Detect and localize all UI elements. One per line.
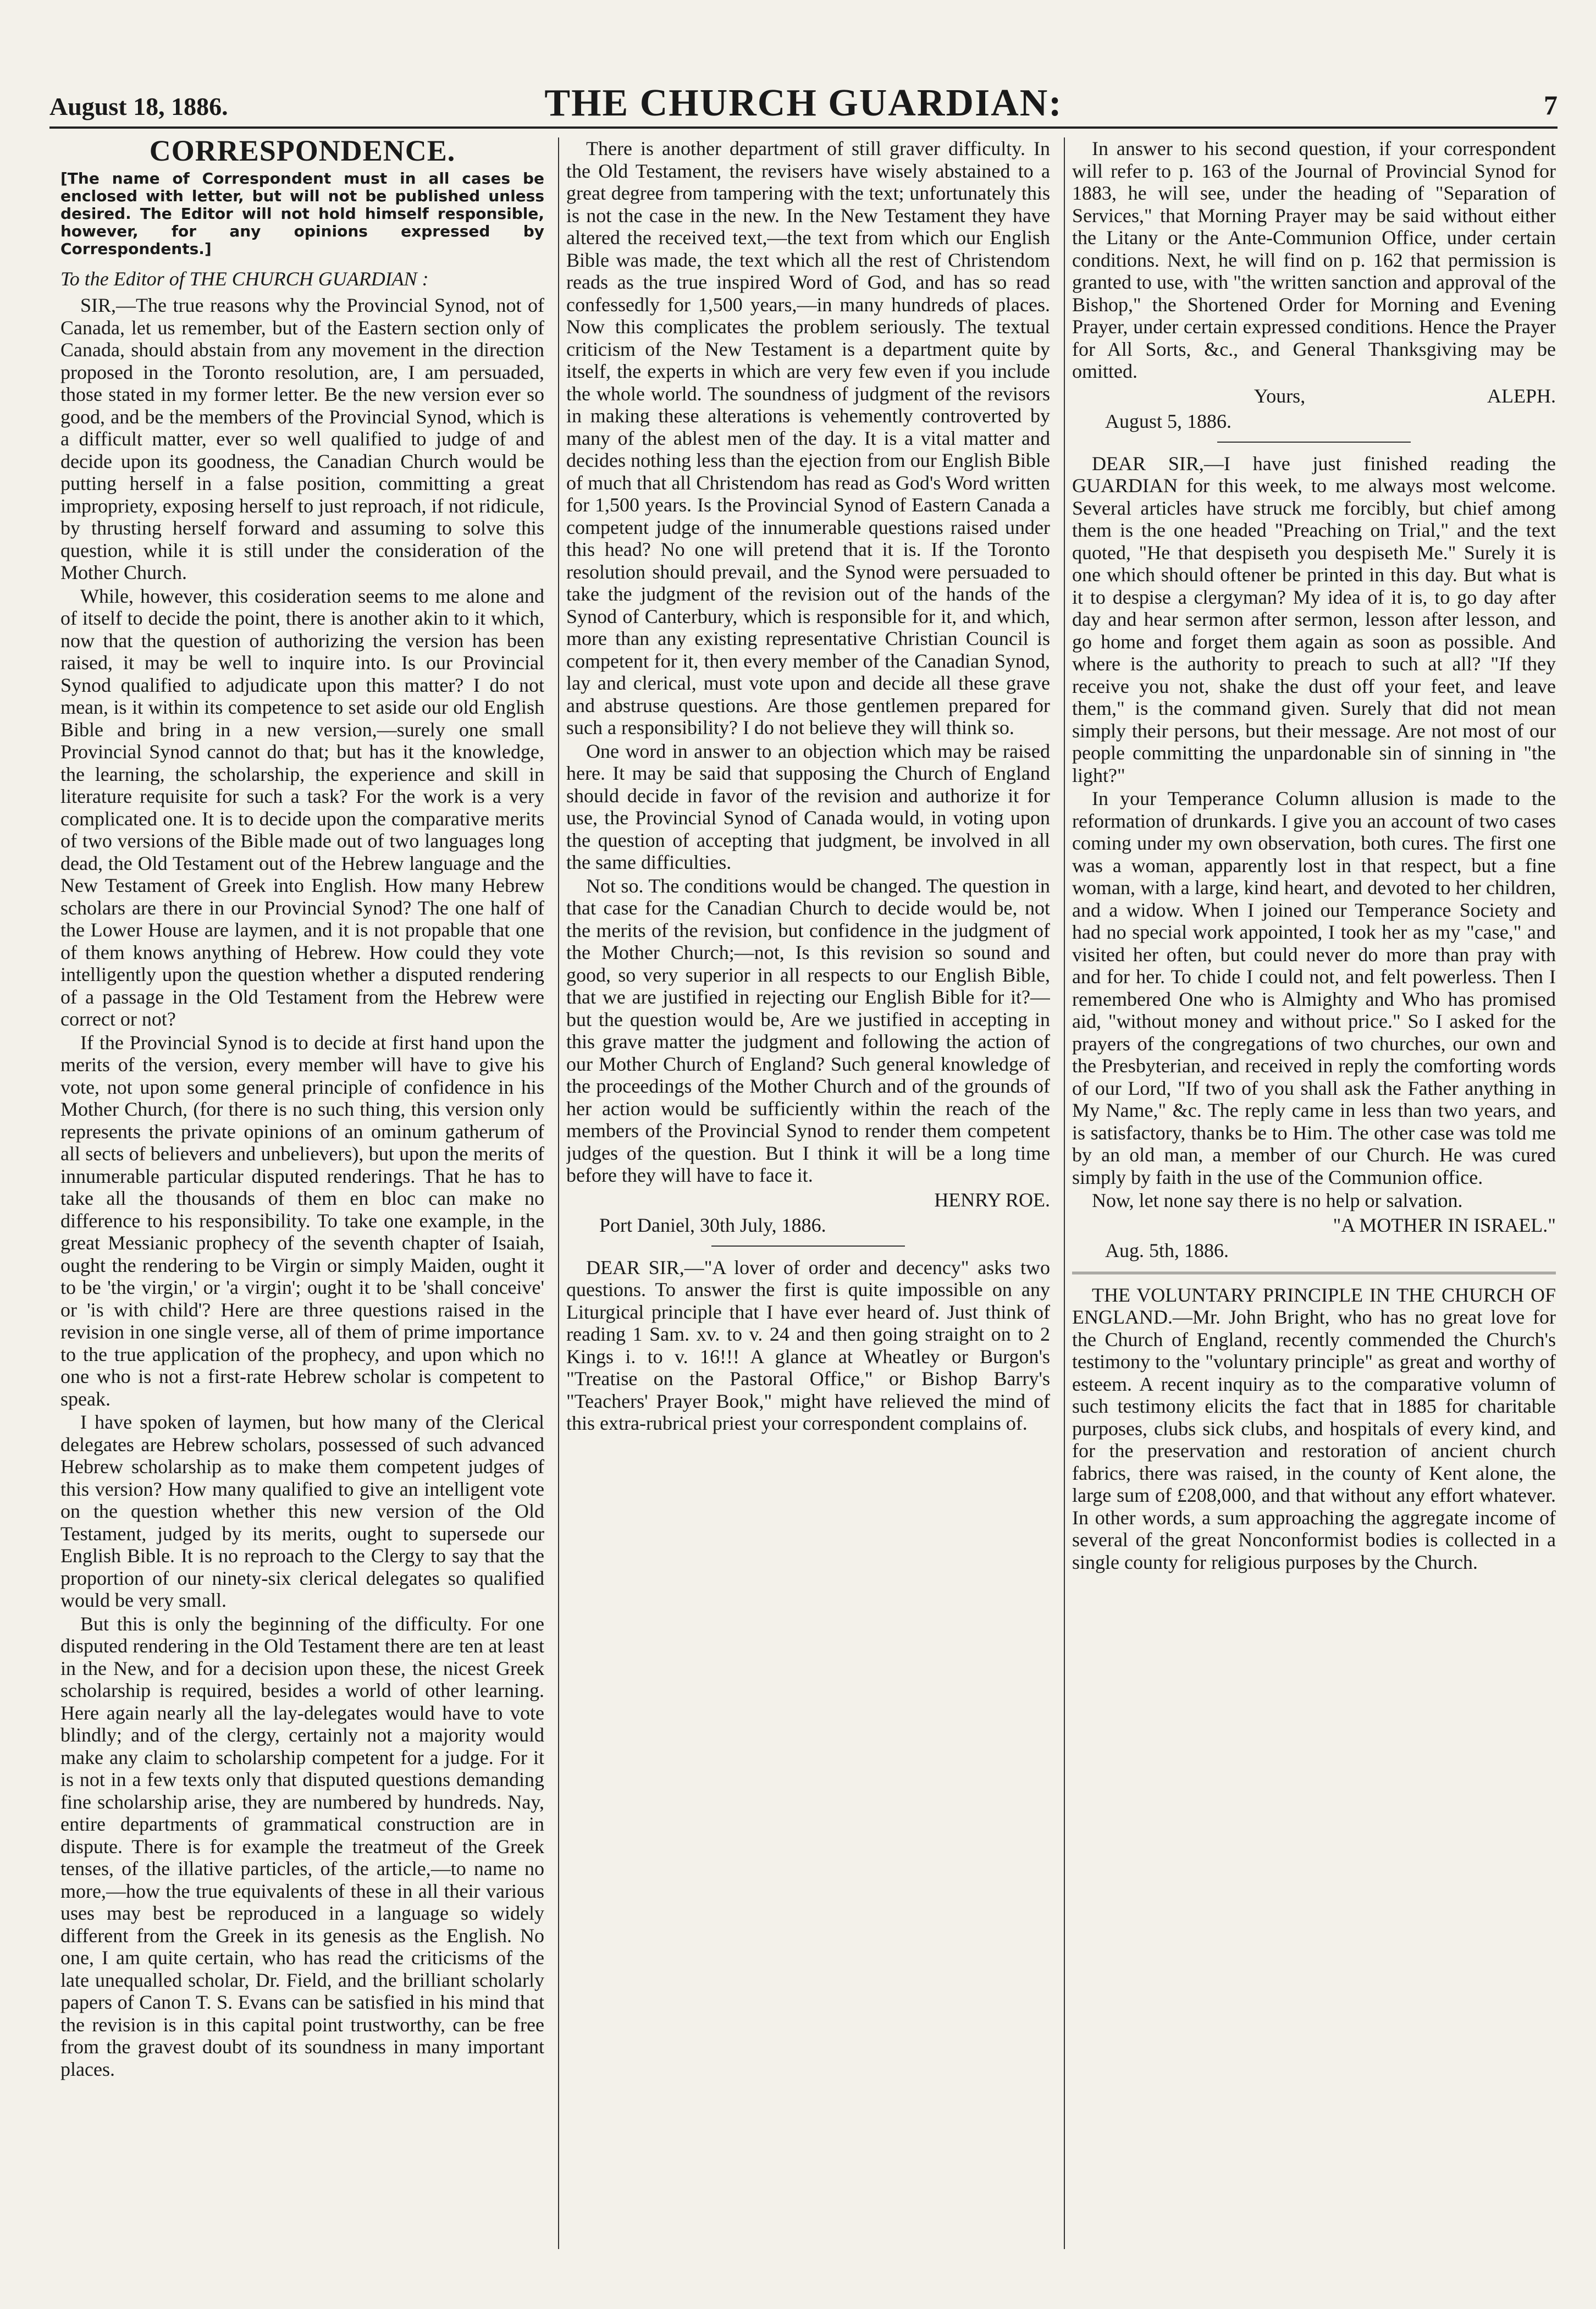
paragraph: I have spoken of laymen, but how many of the Clerical delegates are Hebrew scholars, possessed of such advanced Hebrew scholarship as to make them competent judges of this version? How many qualified to give an intelligent vote on the question whether this new version of the Old Testament, judged by its merits, ought to supersede our English Bible. It is no reproach to the Clergy to say that the proportion of our ninety-six clerical delegates so qualified would be very small. <box>60 1411 544 1611</box>
letter-signature: ALEPH. <box>1487 384 1556 407</box>
masthead <box>49 82 1558 129</box>
news-item <box>1072 1284 1556 1574</box>
paragraph: If the Provincial Synod is to decide at first hand upon the merits of the version, every member will have to give his vote, not upon some general principle of confidence in his Mother Church, (for there is no such thing, this version only represents the private opinions of an ominum gatherum of all sects of believers and unbelievers), but upon the merits of innumerable particular disputed renderings. That he has to take all the thousands of them en bloc can make no difference to his responsibility. To take one example, in the great Messianic prophecy of the seventh chapter of Isaiah, ought the rendering to be Virgin or simply Maiden, ought it to be 'the virgin,' or 'a virgin'; ought it to be 'shall conceive' or 'is with child'? Here are three questions raised in the revision in one single verse, all of them of prime importance to the true application of the prophecy, and upon which no one who is not a first-rate Hebrew scholar is competent to speak. <box>60 1031 544 1410</box>
column-rule <box>558 137 559 2249</box>
paragraph: While, however, this cosideration seems to me alone and of itself to decide the point, there is another akin to it which, now that the question of authorizing the version has been raised, it may be well to inquire into. Is our Provincial Synod qualified to adjudicate upon this matter? I do not mean, is it within its competence to set aside our old English Bible and bring in a new version,—surely one small Provincial Synod cannot do that; but has it the knowledge, the learning, the scholarship, the experience and skill in literature requisite for such a task? For the work is a very complicated one. It is to decide upon the comparative merits of two versions of the Bible made out of two languages long dead, the Old Testament out of the Hebrew language and the New Testament of Greek into English. How many Hebrew scholars are there in our Provincial Synod? The one half of the Lower House are laymen, and it is not propable that one of them knows anything of Hebrew. How could they vote intelligently upon the question whether a disputed rendering of a passage in the Old Testament from the Hebrew were correct or not? <box>60 585 544 1030</box>
divider <box>711 1246 905 1247</box>
column-1 <box>60 137 544 2282</box>
divider <box>1217 442 1411 443</box>
news-item-body: —Mr. John Bright, who has no great love for the Church of England, recently commended the Church's testimony to the "voluntary principle" as great and worthy of esteem. A recent inquiry as to the comparative volumn of such testimony elicits the fact that in 1885 for charitable purposes, clubs sick clubs, and hospitals of every kind, and for the preservation and restoration of ancient church fabrics, there was raised, in the county of Kent alone, the large sum of £208,000, and that without any effort whatever. In other words, a sum approaching the aggregate income of several of the great Nonconformist bodies is collected in a single county for religious purposes by the Church. <box>1072 1306 1556 1573</box>
letter-signature: HENRY ROE. <box>934 1188 1050 1211</box>
column-3 <box>1072 137 1556 2282</box>
letter-place-date: Port Daniel, 30th July, 1886. <box>599 1214 826 1236</box>
editor-note: [The name of Correspondent must in all cases be enclosed with letter, but will not be published unless desired. The Editor will not hold himself responsible, however, for any opinions expressed by Correspondents.] <box>60 169 544 258</box>
letter-signature-line <box>1072 385 1556 407</box>
paragraph: One word in answer to an objection which may be raised here. It may be said that supposing the Church of England should decide in favor of the revision and authorize it for use, the Provincial Synod of Canada would, in voting upon the question of accepting that judgment, be involved in all the same difficulties. <box>566 740 1050 873</box>
section-title: CORRESPONDENCE. <box>149 137 456 167</box>
letter-place-date: August 5, 1886. <box>1105 410 1232 432</box>
paragraph: Not so. The conditions would be changed. The question in that case for the Canadian Church to decide would be, not the merits of the revision, but confidence in the judgment of the Mother Church;—not, Is this revision so sound and good, so very superior in all respects to our English Bible, that we are justified in rejecting our English Bible for it?—but the question would be, Are we justified in accepting in this grave matter the judgment and following the action of our Mother Church of England? Such general knowledge of the proceedings of the Mother Church and of the grounds of her action would be sufficiently within the reach of the members of the Provincial Synod to render them competent judges of the question. But I think it will be a long time before they will have to face it. <box>566 874 1050 1186</box>
paragraph: DEAR SIR,—I have just finished reading the GUARDIAN for this week, to me always most welcome. Several articles have struck me forcibly, but chief among them is the one headed "Preaching on Trial," and the text quoted, "He that despiseth you despiseth Me." Surely it is one which should oftener be printed in this day. But what is it to despise a clergyman? My idea of it is, to go day after day and hear sermon after sermon, lesson after lesson, and go home and forget them again as soon as possible. And where is the authority to preach to such at all? "If they receive you not, shake the dust off your feet, and leave them," is the command given. Surely that did not mean simply their persons, but their message. Are not most of our people committing the unpardonable sin of sinning in "the light?" <box>1072 452 1556 786</box>
divider <box>1072 1272 1556 1274</box>
paragraph: SIR,—The true reasons why the Provincial Synod, not of Canada, let us remember, but of the Eastern section only of Canada, should abstain from any movement in the direction proposed in the Toronto resolution, are, I am persuaded, those stated in my former letter. Be the new version ever so good, and be the members of the Provincial Synod, which is a difficult matter, ever so well qualified to judge of and decide upon its goodness, the Canadian Church would be putting herself in a false position, committing a great impropriety, exposing herself to just reproach, if not ridicule, by thrusting herself forward and assuming to solve this question, while it is still under the consideration of the Mother Church. <box>60 294 544 583</box>
page-number: 7 <box>1544 90 1558 120</box>
column-rule <box>1064 137 1065 2249</box>
news-item-title: THE VOLUNTARY PRINCIPLE IN THE CHURCH OF ENGLAND. <box>1072 1283 1556 1328</box>
letter-place-date: Aug. 5th, 1886. <box>1105 1239 1229 1261</box>
paragraph: Now, let none say there is no help or salvation. <box>1092 1189 1463 1211</box>
letter-address: To the Editor of THE CHURCH GUARDIAN : <box>60 267 429 290</box>
letter-closing: Yours, <box>1253 384 1306 407</box>
column-2 <box>566 137 1050 2282</box>
paragraph: DEAR SIR,—"A lover of order and decency" asks two questions. To answer the first is quite impossible on any Liturgical principle that I have ever heard of. Just think of reading 1 Sam. xv. to v. 24 and then going straight on to 2 Kings i. to v. 16!!! A glance at Wheatley or Burgon's "Treatise on the Pastoral Office," or Bishop Barry's "Teachers' Prayer Book," might have relieved the mind of this extra-rubrical priest your correspondent complains of. <box>566 1256 1050 1434</box>
letter-signature: "A MOTHER IN ISRAEL." <box>1333 1214 1556 1236</box>
newspaper-title: THE CHURCH GUARDIAN: <box>544 82 1063 124</box>
paragraph: In your Temperance Column allusion is made to the reformation of drunkards. I give you an account of two cases coming under my own observation, both cures. The first one was a woman, apparently lost in that respect, but a fine woman, with a large, kind heart, and devoted to her children, and a widow. When I joined our Temperance Society and had no special work appointed, I took her as my "case," and visited her often, but could never do more than pray with and for her. To chide I could not, and felt powerless. Then I remembered One who is Almighty and Who has promised aid, "without money and without price." So I asked for the prayers of the congregations of two churches, our own and the Presbyterian, and received in reply the comforting words of our Lord, "If two of you shall ask the Father anything in My Name," &c. The reply came in less than two years, and is satisfactory, thanks be to Him. The other case was told me by an old man, a member of our Church. He was cured simply by faith in the use of the Communion office. <box>1072 787 1556 1188</box>
issue-date: August 18, 1886. <box>49 92 228 120</box>
paragraph: In answer to his second question, if your correspondent will refer to p. 163 of the Journal of Provincial Synod for 1883, he will see, under the heading of "Separation of Services," that Morning Prayer may be said without either the Litany or the Ante-Communion Office, under certain conditions. Next, he will find on p. 162 that permission is granted to use, with "the written sanction and approval of the Bishop," the Shortened Order for Morning and Evening Prayer, under certain expressed conditions. Hence the Prayer for All Sorts, &c., and General Thanksgiving may be omitted. <box>1072 137 1556 382</box>
paragraph: But this is only the beginning of the difficulty. For one disputed rendering in the Old Testament there are ten at least in the New, and for a decision upon these, the nicest Greek scholarship is required, besides a world of other learning. Here again nearly all the lay-delegates would have to vote blindly; and of the clergy, certainly not a majority would make any claim to scholarship competent for a judge. For it is not in a few texts only that disputed questions demanding fine scholarship arise, they are numbered by hundreds. Nay, entire departments of grammatical construction are in dispute. There is for example the treatmeut of the Greek tenses, of the illative particles, of the article,—to name no more,—how the true equivalents of these in all their various uses may best be reproduced in a language so widely different from the Greek in its genesis as the English. No one, I am quite certain, who has read the criticisms of the late unequalled scholar, Dr. Field, and the brilliant scholarly papers of Canon T. S. Evans can be satisfied in his mind that the revision is in this capital point trustworthy, can be free from the gravest doubt of its soundness in many important places. <box>60 1612 544 2080</box>
paragraph: There is another department of still graver difficulty. In the Old Testament, the revisers have wisely abstained to a great degree from tampering with the text; unfortunately this is not the case in the new. In the New Testament they have altered the received text,—the text from which our English Bible was made, the text which all the rest of Christendom reads as the true inspired Word of God, and has so read confessedly for 1,500 years,—in many hundreds of places. Now this complicates the problem seriously. The textual criticism of the New Testament is a department quite by itself, the experts in which are very few even if you include the whole world. The soundness of judgment of the revisors in making these alterations is vehemently controverted by many of the ablest men of the day. It is a vital matter and decides nothing less than the ejection from our English Bible of much that all Christendom has read as God's Word written for 1,500 years. Is the Provincial Synod of Eastern Canada a competent judge of the innumerable questions raised under this head? No one will pretend that it is. If the Toronto resolution should prevail, and the Synod were persuaded to take the judgment of the revision out of the hands of the Synod of Canterbury, which is responsible for it, and which, more than any existing representative Christian Council is competent for it, then every member of the Canadian Synod, lay and clerical, must vote upon and decide all these grave and abstruse questions. Are those gentlemen prepared for such a responsibility? I do not believe they will think so. <box>566 137 1050 739</box>
